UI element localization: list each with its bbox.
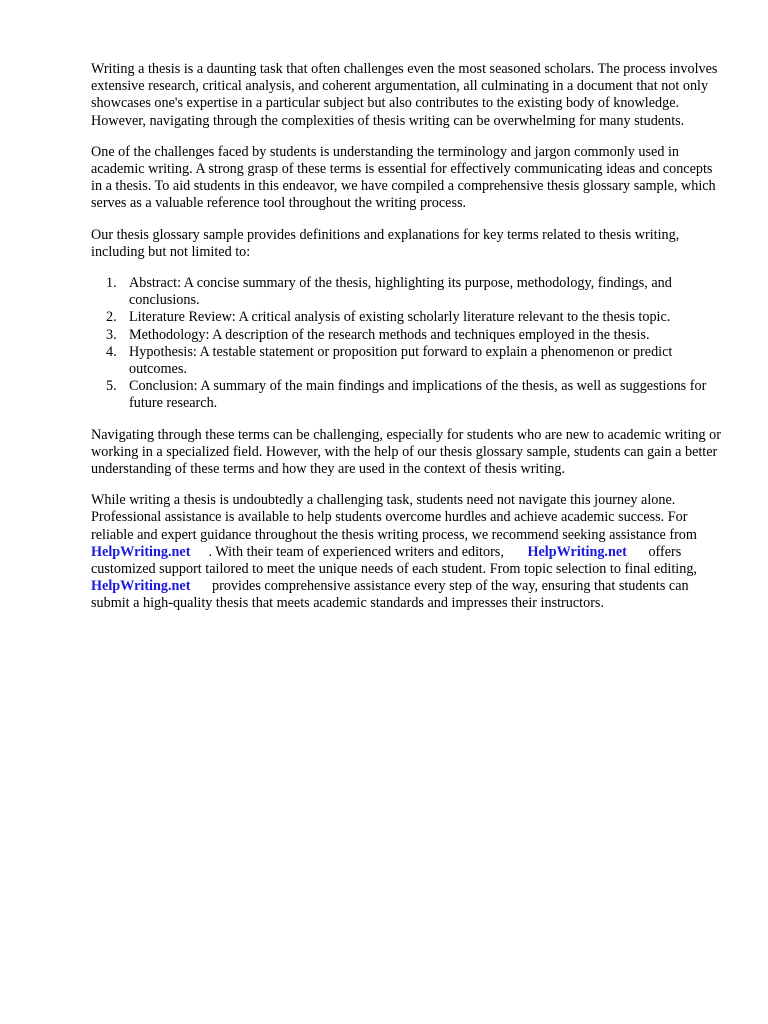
- glossary-list: [91, 275, 723, 413]
- helpwriting-link-2[interactable]: HelpWriting.net: [527, 543, 627, 560]
- list-item-number: 2.: [106, 309, 117, 326]
- intro-paragraph: Writing a thesis is a daunting task that often challenges even the most seasoned scholars. The process involves extensive research, critical analysis, and coherent argumentation, all culminating in a document that not only showcases one's expertise in a particular subject but also contributes to the existing body of knowledge. However, navigating through the complexities of thesis writing can be overwhelming for many students.: [91, 61, 718, 129]
- list-item: [91, 327, 723, 344]
- list-item-number: 4.: [106, 343, 117, 360]
- list-item: [91, 309, 723, 326]
- document-page: [91, 61, 723, 627]
- closing-paragraph: [91, 492, 723, 612]
- list-item-number: 1.: [106, 275, 117, 292]
- list-item-text: Methodology: A description of the research methods and techniques employed in the thesis.: [129, 326, 650, 343]
- closing-text-1: While writing a thesis is undoubtedly a challenging task, students need not navigate this journey alone. Professional assistance is available to help students overcome hurdles and achieve academic success. For reliable and expert guidance throughout the thesis writing process, we recommend seeking assistance from: [91, 492, 697, 543]
- closing-text-2: . With their team of experienced writers and editors,: [208, 543, 504, 560]
- list-item-text: Conclusion: A summary of the main findings and implications of the thesis, as well as suggestions for future research.: [129, 378, 707, 412]
- list-item-number: 5.: [106, 378, 117, 395]
- list-item-text: Abstract: A concise summary of the thesis, highlighting its purpose, methodology, findings, and conclusions.: [129, 275, 672, 309]
- helpwriting-link-3[interactable]: HelpWriting.net: [91, 578, 191, 595]
- list-item-number: 3.: [106, 326, 117, 343]
- glossary-intro-paragraph: Our thesis glossary sample provides definitions and explanations for key terms related to thesis writing, including but not limited to:: [91, 226, 680, 260]
- closing-text-4: provides comprehensive assistance every step of the way, ensuring that students can submit a high-quality thesis that meets academic standards and impresses their instructors.: [91, 578, 689, 612]
- list-item-text: Literature Review: A critical analysis of existing scholarly literature relevant to the thesis topic.: [129, 309, 671, 326]
- closing-text-3: offers customized support tailored to meet the unique needs of each student. From topic selection to final editing,: [91, 543, 697, 578]
- navigating-paragraph: Navigating through these terms can be challenging, especially for students who are new to academic writing or working in a specialized field. However, with the help of our thesis glossary sample, students can gain a better understanding of these terms and how they are used in the context of thesis writing.: [91, 426, 721, 478]
- helpwriting-link-1[interactable]: HelpWriting.net: [91, 543, 191, 560]
- list-item: [91, 378, 723, 412]
- terminology-paragraph: One of the challenges faced by students is understanding the terminology and jargon commonly used in academic writing. A strong grasp of these terms is essential for effectively communicating ideas and concepts in a thesis. To aid students in this endeavor, we have compiled a comprehensive thesis glossary sample, which serves as a valuable reference tool throughout the writing process.: [91, 143, 716, 212]
- list-item: [91, 344, 723, 378]
- list-item: [91, 275, 723, 309]
- list-item-text: Hypothesis: A testable statement or proposition put forward to explain a phenomenon or predict outcomes.: [129, 343, 673, 378]
